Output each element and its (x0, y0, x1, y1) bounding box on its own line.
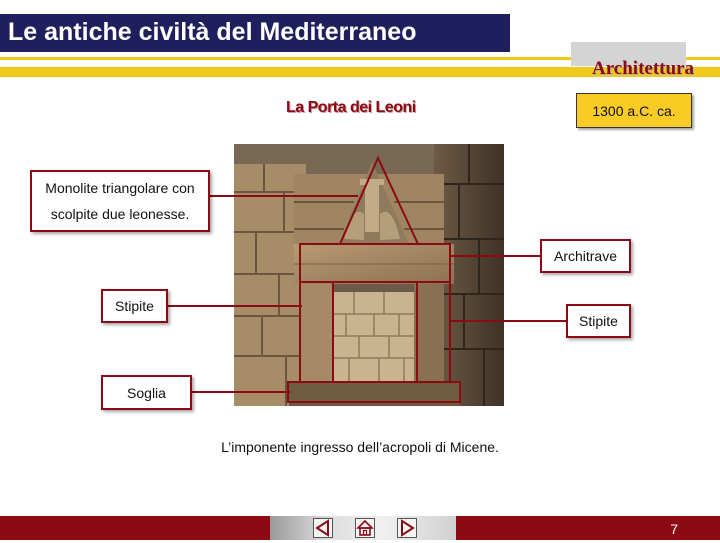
slide-subtitle: La Porta dei Leoni (286, 99, 416, 116)
photo-caption: L’imponente ingresso dell’acropoli di Micene. (221, 439, 499, 455)
arrow-right-icon[interactable] (397, 518, 417, 538)
page-number: 7 (670, 521, 678, 537)
date-badge: 1300 a.C. ca. (576, 93, 692, 128)
callout-architrave: Architrave (540, 239, 631, 273)
callout-monolith: Monolite triangolare con scolpite due leonesse. (30, 170, 210, 232)
section-label: Architettura (591, 58, 694, 79)
home-icon[interactable] (355, 518, 375, 538)
slide-title: Le antiche civiltà del Mediterraneo (8, 18, 417, 46)
callout-stipite-right: Stipite (566, 304, 631, 338)
callout-soglia: Soglia (101, 375, 192, 410)
title-bar (0, 14, 510, 52)
lion-gate-photo (234, 144, 504, 406)
callout-stipite-left: Stipite (101, 289, 168, 323)
arrow-left-icon[interactable] (313, 518, 333, 538)
